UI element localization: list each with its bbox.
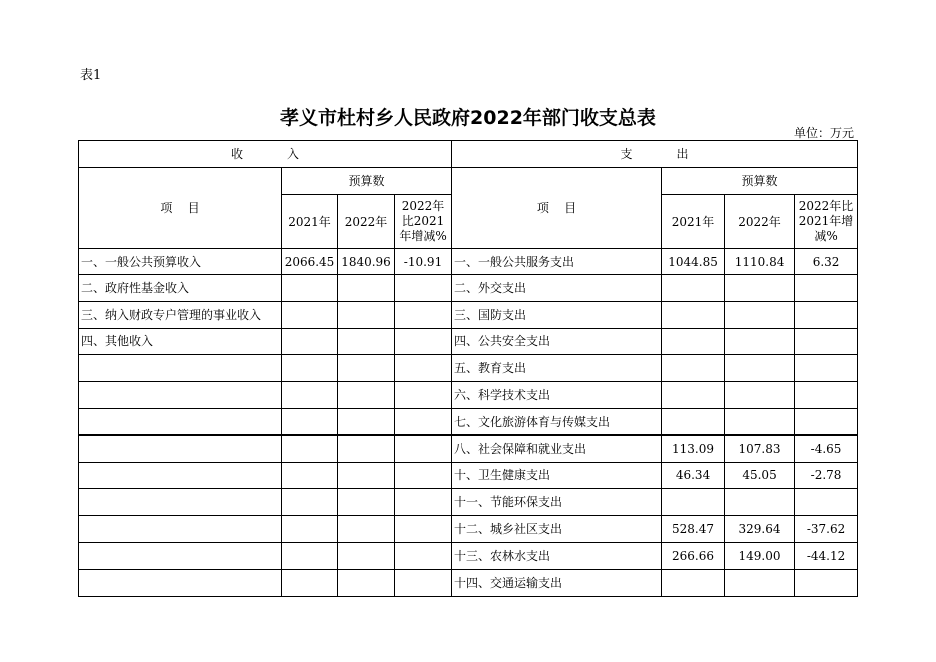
income-2021-cell: 2066.45	[282, 249, 338, 275]
income-2022-cell	[338, 301, 395, 328]
page-title: 孝义市杜村乡人民政府2022年部门收支总表	[280, 107, 656, 129]
income-change-cell	[395, 435, 452, 462]
expense-2021-cell: 528.47	[662, 516, 725, 543]
expense-2021-cell: 113.09	[662, 435, 725, 462]
income-2021-cell	[282, 408, 338, 435]
income-change-cell	[395, 275, 452, 302]
table-row	[79, 569, 858, 596]
expense-2021-header: 2021年	[662, 195, 725, 249]
table-row	[79, 542, 858, 569]
expense-2021-cell	[662, 569, 725, 596]
expense-item-cell: 三、国防支出	[452, 301, 662, 328]
income-change-cell: -10.91	[395, 249, 452, 275]
income-item-cell	[79, 489, 282, 516]
income-2021-cell	[282, 301, 338, 328]
income-item-cell: 四、其他收入	[79, 328, 282, 355]
expense-2021-cell: 1044.85	[662, 249, 725, 275]
expense-2022-cell: 329.64	[725, 516, 795, 543]
income-2022-cell	[338, 516, 395, 543]
income-2021-cell	[282, 489, 338, 516]
income-item-cell	[79, 382, 282, 409]
expense-item-header: 项 目	[452, 168, 662, 249]
income-2021-cell	[282, 435, 338, 462]
expense-2022-cell	[725, 275, 795, 302]
expense-2021-cell	[662, 382, 725, 409]
income-item-cell	[79, 569, 282, 596]
income-item-cell	[79, 516, 282, 543]
expense-change-cell	[795, 382, 858, 409]
income-2022-cell	[338, 489, 395, 516]
budget-table	[78, 140, 858, 597]
expense-2022-cell	[725, 408, 795, 435]
expense-change-cell: -37.62	[795, 516, 858, 543]
expense-2022-cell	[725, 489, 795, 516]
income-2022-cell	[338, 462, 395, 489]
income-2022-cell	[338, 275, 395, 302]
expense-2021-cell	[662, 328, 725, 355]
income-2021-header: 2021年	[282, 195, 338, 249]
expense-item-cell: 二、外交支出	[452, 275, 662, 302]
expense-2021-cell	[662, 301, 725, 328]
expense-item-cell: 十二、城乡社区支出	[452, 516, 662, 543]
income-change-cell	[395, 328, 452, 355]
table-body	[79, 249, 858, 597]
expense-change-cell	[795, 328, 858, 355]
expense-item-cell: 十三、农林水支出	[452, 542, 662, 569]
expense-2021-cell	[662, 408, 725, 435]
expense-change-cell: 6.32	[795, 249, 858, 275]
expense-change-cell	[795, 355, 858, 382]
income-2022-cell	[338, 435, 395, 462]
income-2021-cell	[282, 275, 338, 302]
income-2021-cell	[282, 328, 338, 355]
expense-2022-cell	[725, 301, 795, 328]
income-change-cell	[395, 301, 452, 328]
expense-item-cell: 六、科学技术支出	[452, 382, 662, 409]
income-2021-cell	[282, 569, 338, 596]
table-row	[79, 516, 858, 543]
income-change-cell	[395, 516, 452, 543]
table-row	[79, 435, 858, 462]
expense-2022-cell: 45.05	[725, 462, 795, 489]
income-2022-cell	[338, 382, 395, 409]
expense-item-cell: 十一、节能环保支出	[452, 489, 662, 516]
expense-2021-cell	[662, 355, 725, 382]
income-2021-cell	[282, 516, 338, 543]
expense-change-cell	[795, 275, 858, 302]
expense-2021-cell	[662, 275, 725, 302]
expense-item-cell: 十、卫生健康支出	[452, 462, 662, 489]
table-number: 表1	[80, 68, 102, 83]
expense-budget-header: 预算数	[662, 168, 858, 195]
table-row	[79, 328, 858, 355]
expense-2021-cell	[662, 489, 725, 516]
table-row	[79, 355, 858, 382]
income-2022-cell	[338, 569, 395, 596]
income-change-cell	[395, 542, 452, 569]
expense-item-cell: 五、教育支出	[452, 355, 662, 382]
expense-2022-cell	[725, 382, 795, 409]
expense-item-cell: 四、公共安全支出	[452, 328, 662, 355]
income-item-cell	[79, 435, 282, 462]
income-2022-cell: 1840.96	[338, 249, 395, 275]
expense-change-cell: -44.12	[795, 542, 858, 569]
expense-change-cell	[795, 408, 858, 435]
income-item-cell	[79, 408, 282, 435]
table-row	[79, 301, 858, 328]
expense-2022-header: 2022年	[725, 195, 795, 249]
expense-2022-cell: 149.00	[725, 542, 795, 569]
income-change-cell	[395, 355, 452, 382]
expense-item-cell: 十四、交通运输支出	[452, 569, 662, 596]
expense-2022-cell	[725, 569, 795, 596]
income-item-cell	[79, 542, 282, 569]
table-row	[79, 489, 858, 516]
expense-change-cell	[795, 569, 858, 596]
income-2022-cell	[338, 542, 395, 569]
expense-2022-cell	[725, 355, 795, 382]
expense-change-cell: -4.65	[795, 435, 858, 462]
table-row	[79, 462, 858, 489]
expense-change-cell: -2.78	[795, 462, 858, 489]
income-budget-header: 预算数	[282, 168, 452, 195]
expense-change-cell	[795, 301, 858, 328]
table-row	[79, 408, 858, 435]
expense-2022-cell	[725, 328, 795, 355]
expense-item-cell: 一、一般公共服务支出	[452, 249, 662, 275]
income-item-cell: 三、纳入财政专户管理的事业收入	[79, 301, 282, 328]
expense-item-cell: 七、文化旅游体育与传媒支出	[452, 408, 662, 435]
income-2022-cell	[338, 328, 395, 355]
income-change-cell	[395, 408, 452, 435]
income-2022-cell	[338, 408, 395, 435]
expense-2022-cell: 1110.84	[725, 249, 795, 275]
income-2021-cell	[282, 355, 338, 382]
expense-change-header: 2022年比2021年增减%	[795, 195, 858, 249]
expense-2022-cell: 107.83	[725, 435, 795, 462]
income-2021-cell	[282, 462, 338, 489]
income-change-cell	[395, 489, 452, 516]
income-2022-cell	[338, 355, 395, 382]
income-2021-cell	[282, 542, 338, 569]
income-item-header: 项 目	[79, 168, 282, 249]
income-item-cell	[79, 355, 282, 382]
income-item-cell: 二、政府性基金收入	[79, 275, 282, 302]
income-2022-header: 2022年	[338, 195, 395, 249]
expense-change-cell	[795, 489, 858, 516]
income-change-cell	[395, 462, 452, 489]
table-row	[79, 382, 858, 409]
expense-2021-cell: 46.34	[662, 462, 725, 489]
income-header: 收 入	[79, 141, 452, 168]
table-row	[79, 275, 858, 302]
income-item-cell: 一、一般公共预算收入	[79, 249, 282, 275]
income-item-cell	[79, 462, 282, 489]
income-change-cell	[395, 382, 452, 409]
income-change-header: 2022年比2021年增减%	[395, 195, 452, 249]
expense-2021-cell: 266.66	[662, 542, 725, 569]
table-row	[79, 249, 858, 275]
expense-item-cell: 八、社会保障和就业支出	[452, 435, 662, 462]
income-2021-cell	[282, 382, 338, 409]
unit-label: 单位：万元	[793, 126, 854, 140]
income-change-cell	[395, 569, 452, 596]
expense-header: 支 出	[452, 141, 858, 168]
